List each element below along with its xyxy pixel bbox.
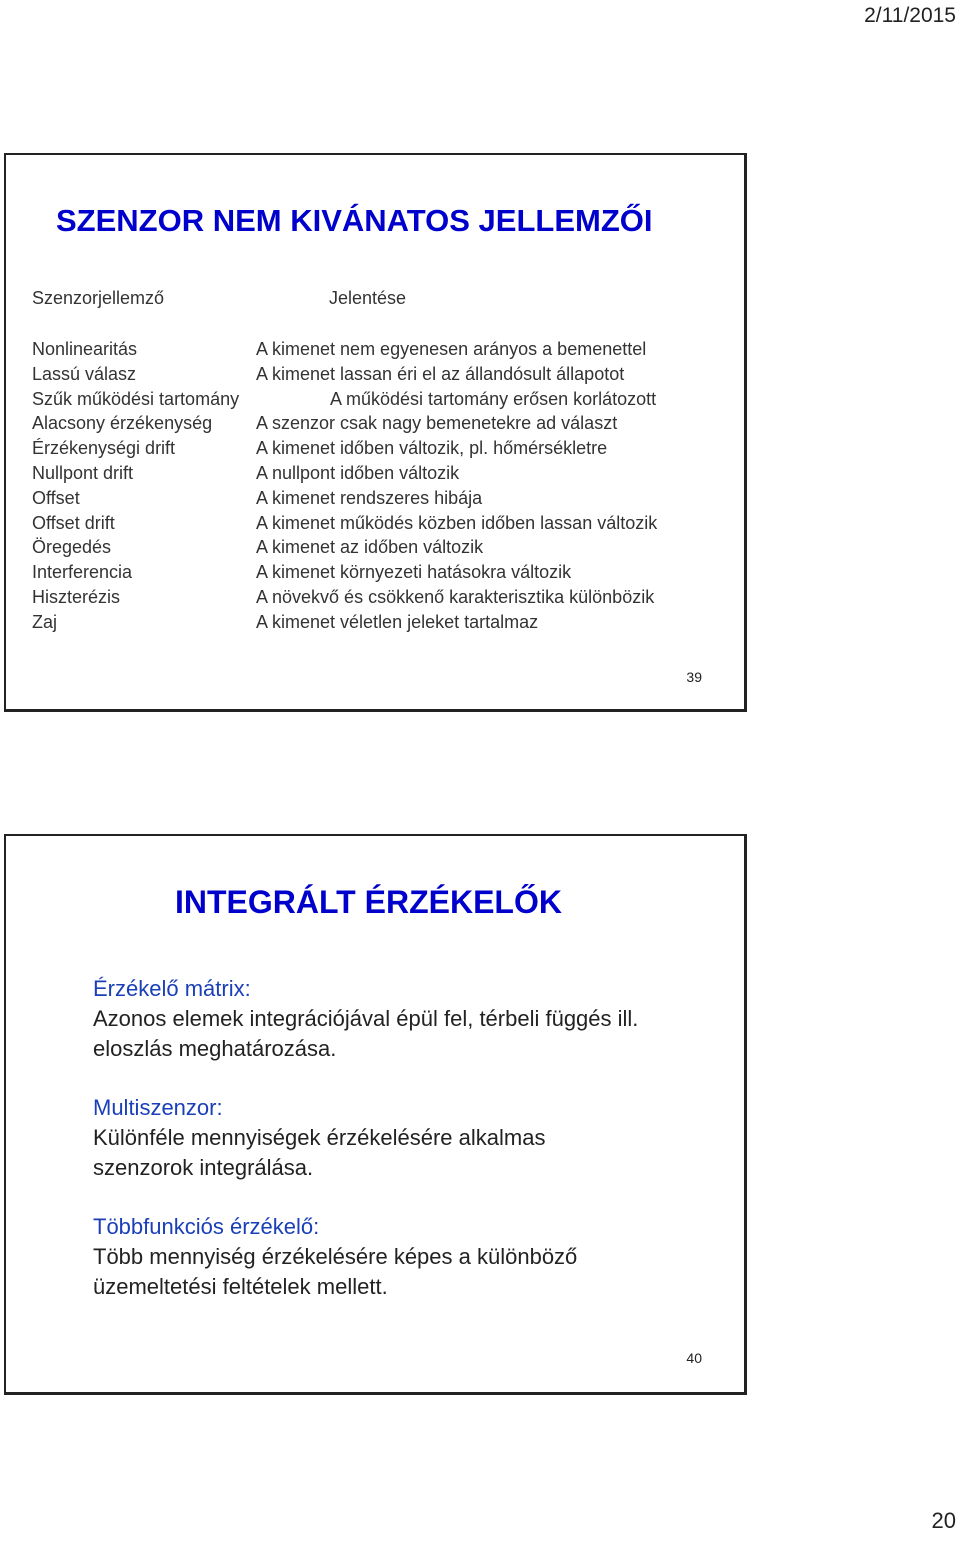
definition-list [93,974,724,1331]
row-meaning: A kimenet időben változik, pl. hőmérsékletre [256,438,608,459]
table-row [32,387,734,412]
table-row [32,560,734,585]
slide-title: INTEGRÁLT ÉRZÉKELŐK [175,884,562,920]
row-term: Alacsony érzékenység [32,413,213,434]
row-term: Zaj [32,611,58,632]
slide-title: SZENZOR NEM KIVÁNATOS JELLEMZŐI [56,203,653,238]
row-term: Öregedés [32,537,112,558]
row-meaning: A kimenet az időben változik [256,537,484,558]
table-row [32,337,734,362]
definition-term: Többfunkciós érzékelő: [93,1214,320,1239]
row-meaning: A növekvő és csökkenő karakterisztika különbözik [256,586,655,607]
row-term: Szűk működési tartomány [32,388,240,409]
table-row [32,486,734,511]
row-term: Érzékenységi drift [32,438,176,459]
slide-number: 40 [686,1350,702,1366]
table-row [32,511,734,536]
row-term: Hiszterézis [32,586,121,607]
row-meaning: A kimenet lassan éri el az állandósult állapotot [256,363,625,384]
table-row [32,535,734,560]
definition-text: Azonos elemek integrációjával épül fel, térbeli függés ill. eloszlás meghatározása. [93,1006,639,1061]
row-term: Nonlinearitás [32,339,138,359]
page-number: 20 [931,1508,956,1533]
definition-item [93,1212,724,1302]
characteristics-table [32,337,734,635]
row-meaning: A szenzor csak nagy bemenetekre ad választ [256,413,618,434]
row-term: Lassú válasz [32,363,137,384]
page-date: 2/11/2015 [864,4,956,27]
row-term: Interferencia [32,562,133,583]
table-row [32,461,734,486]
slide-number: 39 [686,669,702,685]
row-term: Offset [32,487,80,508]
table-row [32,411,734,436]
row-meaning: A működési tartomány erősen korlátozott [330,388,657,409]
row-term: Offset drift [32,512,115,533]
column-header-meaning: Jelentése [329,288,407,308]
table-row [32,610,734,635]
definition-term: Multiszenzor: [93,1095,223,1120]
definition-item [93,974,724,1064]
row-term: Nullpont drift [32,462,134,483]
row-meaning: A kimenet környezeti hatásokra változik [256,562,572,583]
row-meaning: A nullpont időben változik [256,462,460,483]
definition-term: Érzékelő mátrix: [93,976,251,1001]
table-row [32,585,734,610]
row-meaning: A kimenet működés közben időben lassan változik [256,512,658,533]
definition-text: Több mennyiség érzékelésére képes a különböző üzemeltetési feltételek mellett. [93,1244,578,1299]
column-header-characteristic: Szenzorjellemző [32,288,165,308]
slide-40 [4,834,747,1395]
table-row [32,436,734,461]
slide-39 [4,153,747,712]
table-row [32,362,734,387]
definition-item [93,1093,724,1183]
row-meaning: A kimenet nem egyenesen arányos a bemenettel [256,339,647,359]
definition-text: Különféle mennyiségek érzékelésére alkalmas szenzorok integrálása. [93,1125,546,1180]
row-meaning: A kimenet rendszeres hibája [256,487,483,508]
row-meaning: A kimenet véletlen jeleket tartalmaz [256,611,539,632]
